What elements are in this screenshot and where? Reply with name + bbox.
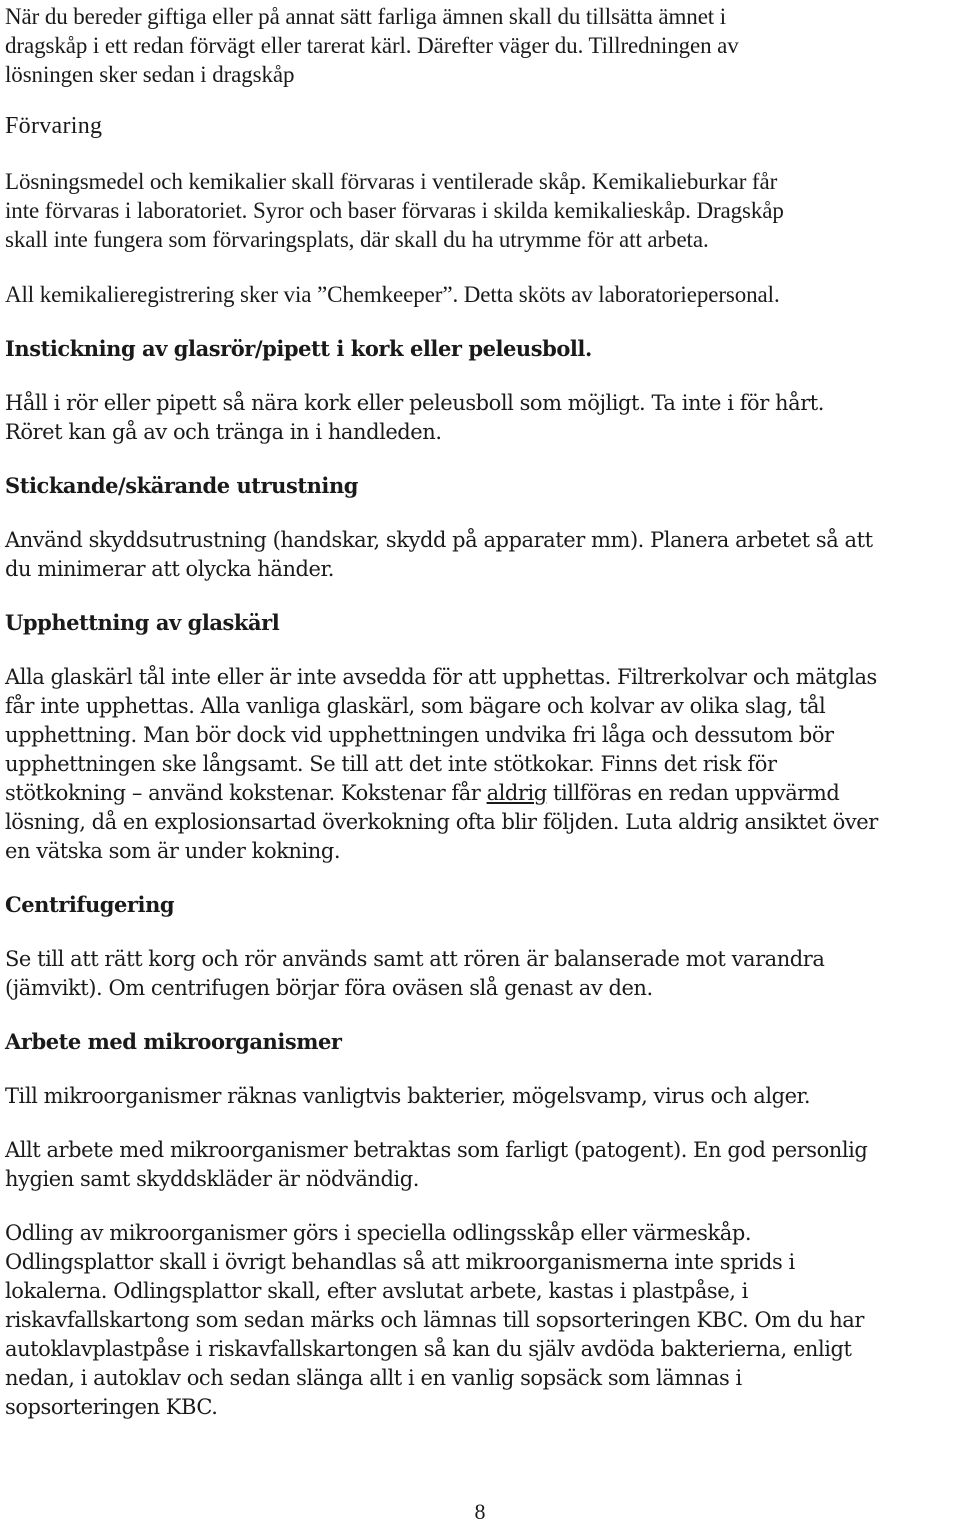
- text-line: stötkokning – använd kokstenar. Kokstenar får aldrig tillföras en redan uppvärmd: [5, 781, 840, 805]
- text-line: Instickning av glasrör/pipett i kork eller peleusboll.: [5, 336, 592, 361]
- text-line: Röret kan gå av och tränga in i handleden.: [5, 420, 442, 444]
- section-heading: [5, 890, 174, 919]
- underlined-word: aldrig: [486, 781, 547, 805]
- text-line: Centrifugering: [5, 892, 175, 917]
- paragraph: [5, 945, 824, 1003]
- page-number: 8: [474, 1499, 486, 1524]
- text-line: riskavfallskartong som sedan märks och lämnas till sopsorteringen KBC. Om du har: [5, 1308, 864, 1332]
- text-line: lokalerna. Odlingsplattor skall, efter avslutat arbete, kastas i plastpåse, i: [5, 1279, 748, 1303]
- section-heading: [5, 334, 592, 363]
- text-line: Odling av mikroorganismer görs i speciella odlingsskåp eller värmeskåp.: [5, 1221, 752, 1245]
- text-line: All kemikalieregistrering sker via ”Chemkeeper”. Detta sköts av laboratoriepersonal.: [5, 282, 780, 307]
- text-line: Lösningsmedel och kemikalier skall förvaras i ventilerade skåp. Kemikalieburkar får: [5, 169, 778, 194]
- text-line: får inte upphettas. Alla vanliga glaskärl, som bägare och kolvar av olika slag, tål: [5, 694, 826, 718]
- text-line: När du bereder giftiga eller på annat sätt farliga ämnen skall du tillsätta ämnet i: [5, 4, 727, 29]
- paragraph: [5, 1219, 864, 1422]
- text-line: nedan, i autoklav och sedan slänga allt i en vanlig sopsäck som lämnas i: [5, 1366, 742, 1390]
- section-heading: [5, 1027, 342, 1056]
- text-line: Förvaring: [5, 113, 103, 139]
- text-line: autoklavplastpåse i riskavfallskartongen så kan du själv avdöda bakterierna, enligt: [5, 1337, 852, 1361]
- paragraph: [5, 389, 824, 447]
- text-line: lösning, då en explosionsartad överkokning ofta blir följden. Luta aldrig ansiktet över: [5, 810, 878, 834]
- text-line: dragskåp i ett redan förvägt eller tarerat kärl. Därefter väger du. Tillredningen av: [5, 33, 739, 58]
- paragraph: [5, 526, 873, 584]
- text-line: Upphettning av glaskärl: [5, 610, 280, 635]
- text-line: (jämvikt). Om centrifugen börjar föra oväsen slå genast av den.: [5, 976, 653, 1000]
- text-line: upphettningen ske långsamt. Se till att det inte stötkokar. Finns det risk för: [5, 752, 777, 776]
- text-line: Odlingsplattor skall i övrigt behandlas så att mikroorganismerna inte sprids i: [5, 1250, 795, 1274]
- text-line: Se till att rätt korg och rör används samt att rören är balanserade mot varandra: [5, 947, 825, 971]
- section-heading: [5, 471, 358, 500]
- text-line: en vätska som är under kokning.: [5, 839, 341, 863]
- text-line: Stickande/skärande utrustning: [5, 473, 359, 498]
- text-line: Använd skyddsutrustning (handskar, skydd på apparater mm). Planera arbetet så att: [5, 528, 873, 552]
- text-line: Arbete med mikroorganismer: [5, 1029, 342, 1054]
- text-line: Allt arbete med mikroorganismer betraktas som farligt (patogent). En god personlig: [5, 1138, 868, 1162]
- paragraph: [5, 1136, 867, 1194]
- paragraph: [5, 2, 739, 89]
- section-heading: [5, 608, 279, 637]
- text-line: upphettning. Man bör dock vid upphettningen undvika fri låga och dessutom bör: [5, 723, 834, 747]
- paragraph: [5, 1082, 810, 1111]
- text-line: Håll i rör eller pipett så nära kork eller peleusboll som möjligt. Ta inte i för hårt.: [5, 391, 824, 415]
- paragraph: [5, 663, 878, 866]
- text-line: Alla glaskärl tål inte eller är inte avsedda för att upphettas. Filtrerkolvar och mätglas: [5, 665, 877, 689]
- text-line: sopsorteringen KBC.: [5, 1395, 218, 1419]
- text-line: Till mikroorganismer räknas vanligtvis bakterier, mögelsvamp, virus och alger.: [5, 1084, 811, 1108]
- text-line: lösningen sker sedan i dragskåp: [5, 62, 295, 87]
- paragraph: [5, 167, 784, 254]
- text-line: hygien samt skyddskläder är nödvändig.: [5, 1167, 420, 1191]
- text-line: du minimerar att olycka händer.: [5, 557, 335, 581]
- text-line: inte förvaras i laboratoriet. Syror och baser förvaras i skilda kemikalieskåp. Dragskåp: [5, 198, 784, 223]
- text-line: skall inte fungera som förvaringsplats, där skall du ha utrymme för att arbeta.: [5, 227, 709, 252]
- paragraph: [5, 280, 780, 309]
- section-heading: [5, 112, 102, 141]
